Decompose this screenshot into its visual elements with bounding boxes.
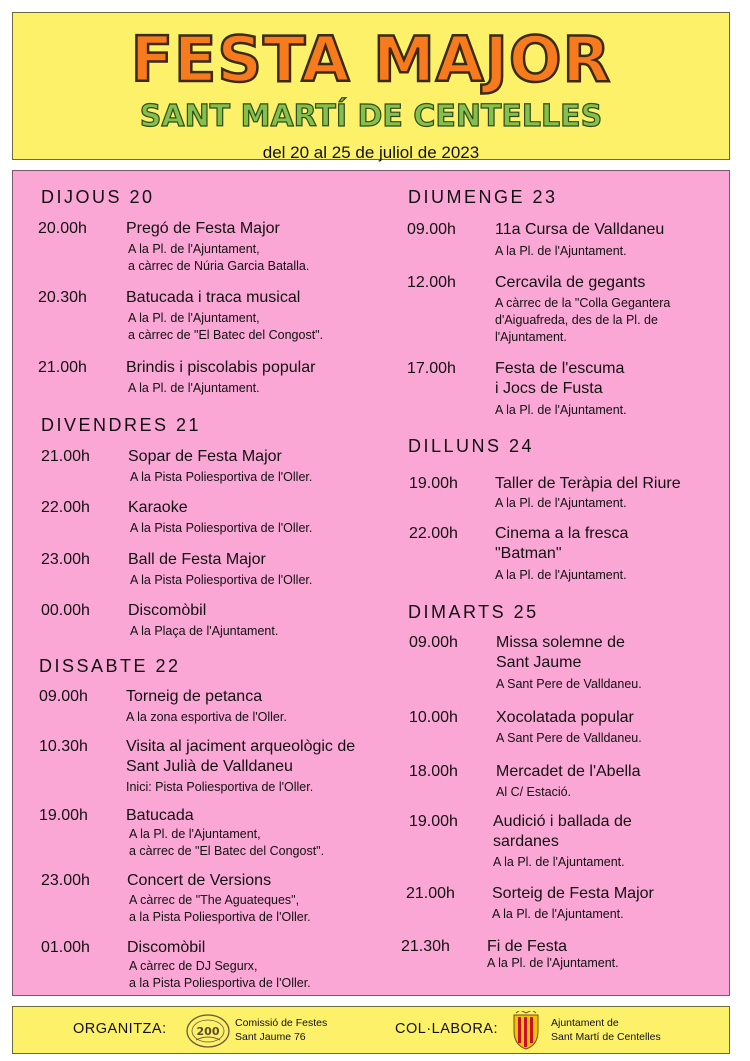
day-heading-dijous: DIJOUS 20 [41,187,155,207]
event-name-line2: "Batman" [495,545,562,562]
day-heading-diumenge: DIUMENGE 23 [408,187,558,207]
event-name: Ball de Festa Major [128,551,266,568]
event-desc: A la Pl. de l'Ajuntament. [493,855,625,869]
event-time: 20.30h [38,289,87,306]
event-time: 01.00h [41,939,90,956]
event-time: 21.00h [406,885,455,902]
event-name: Cinema a la fresca [495,525,629,542]
event-time: 23.00h [41,551,90,568]
event-time: 22.00h [41,499,90,516]
event-name-line2: Sant Jaume [496,654,582,671]
date-range: del 20 al 25 de juliol de 2023 [262,143,480,162]
collabora-name-line2: Sant Martí de Centelles [551,1031,661,1043]
footer-banner [12,1006,730,1054]
event-name: Concert de Versions [127,872,272,889]
event-time: 17.00h [407,360,456,377]
event-name-line2: sardanes [493,833,559,850]
event-time: 22.00h [409,525,458,542]
event-desc: Inici: Pista Poliesportiva de l'Oller. [126,780,314,794]
event-name: Batucada [126,807,194,824]
event-desc: A càrrec de la "Colla Gegantera [495,296,671,310]
day-heading-dimarts: DIMARTS 25 [408,602,539,622]
header-banner [12,12,730,160]
event-desc: A càrrec de "The Aguateques", [129,893,300,907]
event-name: Cercavila de gegants [495,274,646,291]
event-desc: A la Plaça de l'Ajuntament. [130,624,279,638]
event-time: 20.00h [38,220,87,237]
event-desc: A la zona esportiva de l'Oller. [126,710,287,724]
event-desc: A la Pista Poliesportiva de l'Oller. [130,521,313,535]
event-desc: A Sant Pere de Valldaneu. [496,731,642,745]
event-desc: a la Pista Poliesportiva de l'Oller. [129,910,311,924]
event-time: 12.00h [407,274,456,291]
event-time: 18.00h [409,763,458,780]
day-heading-dissabte: DISSABTE 22 [39,656,181,676]
event-desc: a càrrec de "El Batec del Congost". [129,844,325,858]
event-desc: a càrrec de Núria Garcia Batalla. [128,259,310,273]
event-name: Karaoke [128,499,188,516]
event-time: 09.00h [409,634,458,651]
day-heading-dilluns: DILLUNS 24 [408,436,535,456]
event-time: 21.00h [38,359,87,376]
event-name: Sorteig de Festa Major [492,885,654,902]
event-name: Festa de l'escuma [495,360,625,377]
event-desc: A la Pl. de l'Ajuntament. [495,496,627,510]
event-desc: A la Pl. de l'Ajuntament. [128,381,260,395]
event-desc: A Sant Pere de Valldaneu. [496,677,642,691]
event-desc: d'Aiguafreda, des de la Pl. de [495,313,658,327]
event-name: 11a Cursa de Valldaneu [495,221,665,238]
organitza-name-line1: Comissió de Festes [235,1017,328,1029]
event-name: Discomòbil [127,939,206,956]
organitza-label: ORGANITZA: [73,1021,167,1037]
event-name: Visita al jaciment arqueològic de [126,738,356,755]
event-name: Missa solemne de [496,634,625,651]
day-heading-divendres: DIVENDRES 21 [41,415,202,435]
seal-text: 200 [196,1025,220,1038]
event-desc: A la Pl. de l'Ajuntament, [128,242,260,256]
event-time: 21.00h [41,448,90,465]
event-time: 23.00h [41,872,90,889]
page-title: FESTA MAJOR [130,23,612,96]
event-time: 09.00h [407,221,456,238]
event-time: 19.00h [39,807,88,824]
event-desc: a la Pista Poliesportiva de l'Oller. [129,976,311,990]
event-desc: A la Pl. de l'Ajuntament. [495,403,627,417]
event-name: Sopar de Festa Major [128,448,282,465]
event-time: 10.30h [39,738,88,755]
event-desc: A càrrec de DJ Segurx, [129,959,258,973]
event-desc: A la Pista Poliesportiva de l'Oller. [130,573,313,587]
event-name: Pregó de Festa Major [126,220,280,237]
program-panel [12,170,730,996]
event-name: Mercadet de l'Abella [496,763,641,780]
event-desc: a càrrec de "El Batec del Congost". [128,328,324,342]
event-desc: l'Ajuntament. [495,330,567,344]
collabora-name-line1: Ajuntament de [551,1017,619,1029]
event-name: Batucada i traca musical [126,289,301,306]
event-time: 00.00h [41,602,90,619]
event-name-line2: Sant Julià de Valldaneu [126,758,293,775]
event-name: Torneig de petanca [126,688,263,705]
event-desc: A la Pl. de l'Ajuntament, [128,311,260,325]
event-desc: A la Pl. de l'Ajuntament. [492,907,624,921]
event-name: Audició i ballada de [493,813,632,830]
event-time: 21.30h [401,938,450,955]
page-subtitle: SANT MARTÍ DE CENTELLES [139,99,603,134]
event-time: 10.00h [409,709,458,726]
event-name-line2: i Jocs de Fusta [495,380,603,397]
event-desc: Al C/ Estació. [496,785,572,799]
event-name: Discomòbil [128,602,207,619]
event-name: Taller de Teràpia del Riure [495,475,681,492]
event-desc: A la Pista Poliesportiva de l'Oller. [130,470,313,484]
event-desc: A la Pl. de l'Ajuntament. [495,244,627,258]
collabora-label: COL·LABORA: [395,1021,498,1037]
event-desc: A la Pl. de l'Ajuntament. [487,956,619,970]
event-desc: A la Pl. de l'Ajuntament. [495,568,627,582]
event-time: 19.00h [409,475,458,492]
event-name: Xocolatada popular [496,709,634,726]
event-time: 19.00h [409,813,458,830]
event-name: Fi de Festa [487,938,568,955]
organitza-name-line2: Sant Jaume 76 [235,1031,306,1043]
event-desc: A la Pl. de l'Ajuntament, [129,827,261,841]
event-name: Brindis i piscolabis popular [126,359,316,376]
event-time: 09.00h [39,688,88,705]
comissio-festes-seal-logo [185,1013,231,1049]
ajuntament-coat-of-arms-icon [510,1011,542,1051]
